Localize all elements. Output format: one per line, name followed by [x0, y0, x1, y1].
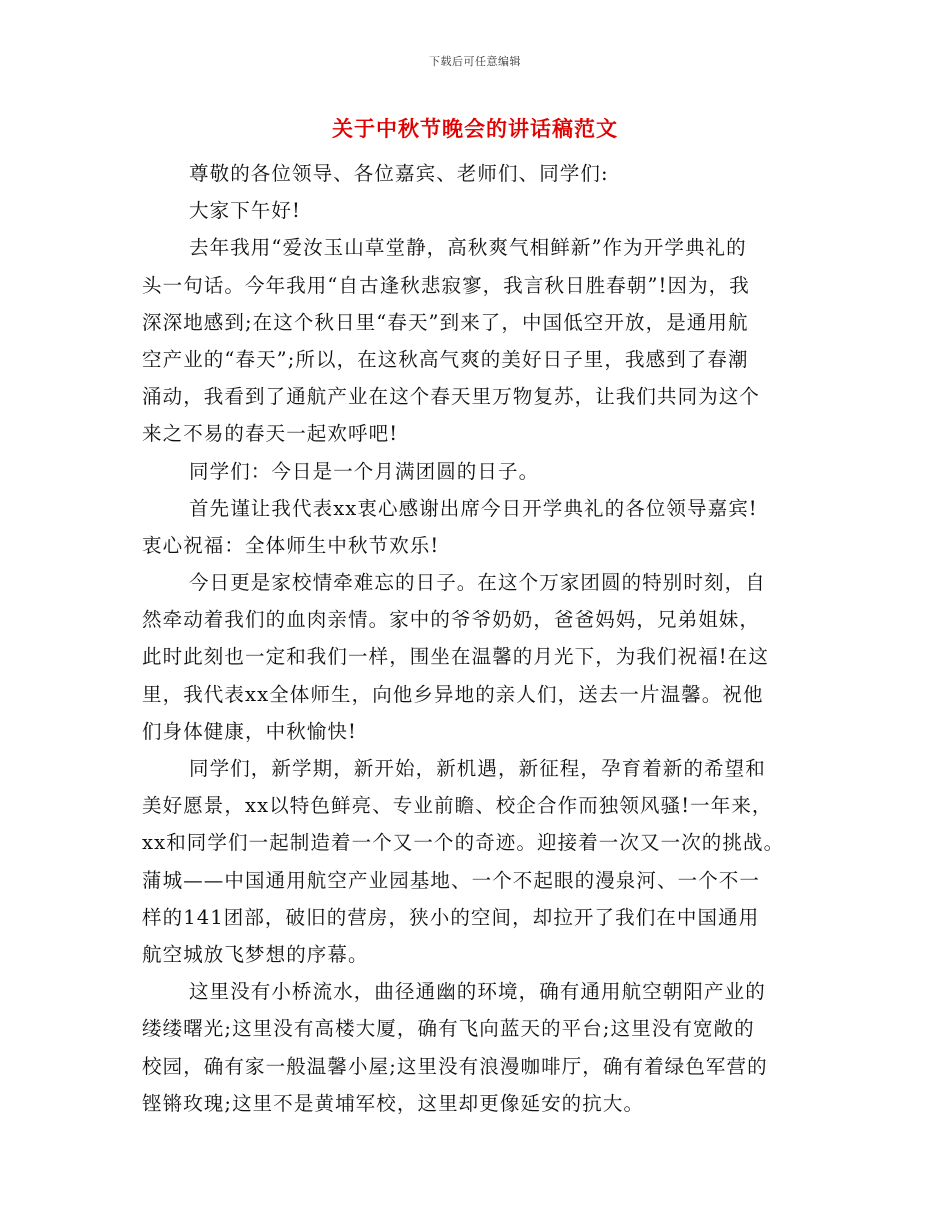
paragraph-line: 然牵动着我们的血肉亲情。家中的爷爷奶奶，爸爸妈妈，兄弟姐妹，: [142, 608, 761, 632]
paragraph-line: 们身体健康，中秋愉快!: [142, 719, 357, 743]
paragraph-line: 美好愿景，xx以特色鲜亮、专业前瞻、校企合作而独领风骚!一年来，: [142, 794, 773, 818]
paragraph-line: 航空城放飞梦想的序幕。: [142, 942, 369, 966]
paragraph-line: 蒲城——中国通用航空产业园基地、一个不起眼的漫泉河、一个不一: [142, 868, 761, 892]
paragraph-line: 首先谨让我代表xx衷心感谢出席今日开学典礼的各位领导嘉宾!: [189, 496, 758, 520]
paragraph-line: xx和同学们一起制造着一个又一个的奇迹。迎接着一次又一次的挑战。: [142, 831, 785, 855]
paragraph-line: 衷心祝福：全体师生中秋节欢乐!: [142, 533, 440, 557]
paragraph-line: 来之不易的春天一起欢呼吧!: [142, 422, 399, 446]
paragraph-line: 里，我代表xx全体师生，向他乡异地的亲人们，送去一片温馨。祝他: [142, 682, 764, 706]
paragraph-line: 同学们：今日是一个月满团圆的日子。: [189, 459, 540, 483]
paragraph-line: 缕缕曙光;这里没有高楼大厦，确有飞向蓝天的平台;这里没有宽敞的: [142, 1017, 755, 1041]
paragraph-line: 今日更是家校情牵难忘的日子。在这个万家团圆的特别时刻，自: [189, 571, 766, 595]
paragraph-line: 同学们，新学期，新开始，新机遇，新征程，孕育着新的希望和: [189, 757, 766, 780]
paragraph-line: 这里没有小桥流水，曲径通幽的环境，确有通用航空朝阳产业的: [189, 980, 766, 1004]
paragraph-line: 深深地感到;在这个秋日里“春天”到来了，中国低空开放，是通用航: [142, 310, 749, 334]
paragraph-line: 样的141团部，破旧的营房，狭小的空间，却拉开了我们在中国通用: [142, 905, 760, 929]
document-title: 关于中秋节晚会的讲话稿范文: [332, 116, 618, 141]
paragraph-line: 头一句话。今年我用“自古逢秋悲寂寥，我言秋日胜春朝”!因为，我: [142, 273, 750, 297]
paragraph-line: 涌动，我看到了通航产业在这个春天里万物复苏，让我们共同为这个: [142, 385, 761, 409]
paragraph-line: 此时此刻也一定和我们一样，围坐在温馨的月光下，为我们祝福!在这: [142, 645, 769, 669]
paragraph-line: 去年我用“爱汝玉山草堂静，高秋爽气相鲜新”作为开学典礼的: [189, 236, 747, 260]
paragraph-line: 尊敬的各位领导、各位嘉宾、老师们、同学们:: [189, 162, 609, 185]
paragraph-line: 校园，确有家一般温馨小屋;这里没有浪漫咖啡厅，确有着绿色军营的: [142, 1054, 768, 1078]
paragraph-line: 大家下午好!: [189, 199, 301, 223]
paragraph-line: 铿锵玫瑰;这里不是黄埔军校，这里却更像延安的抗大。: [142, 1091, 645, 1115]
download-note: 下载后可任意编辑: [429, 55, 521, 68]
paragraph-line: 空产业的“春天”;所以，在这秋高气爽的美好日子里，我感到了春潮: [142, 347, 749, 371]
document-body: [142, 155, 810, 1122]
